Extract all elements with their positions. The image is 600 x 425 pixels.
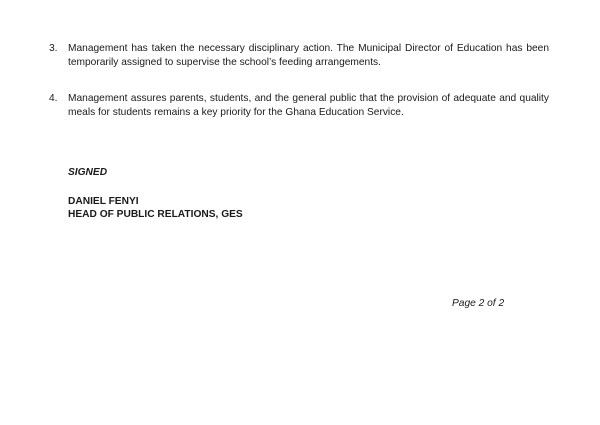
numbered-paragraph <box>49 42 549 70</box>
numbered-paragraph <box>49 92 549 120</box>
paragraph-text: Management assures parents, students, and the general public that the provision of adequate and quality meals for students remains a key priority for the Ghana Education Service. <box>68 93 549 118</box>
paragraph-number: 3. <box>49 43 58 54</box>
signed-label: SIGNED <box>68 167 108 178</box>
page-number: Page 2 of 2 <box>452 298 505 309</box>
signatory-title: HEAD OF PUBLIC RELATIONS, GES <box>68 209 243 220</box>
paragraph-number: 4. <box>49 93 58 104</box>
paragraph-text: Management has taken the necessary disciplinary action. The Municipal Director of Education has been temporarily assigned to supervise the school’s feeding arrangements. <box>68 43 549 68</box>
signatory-name: DANIEL FENYI <box>68 196 139 207</box>
